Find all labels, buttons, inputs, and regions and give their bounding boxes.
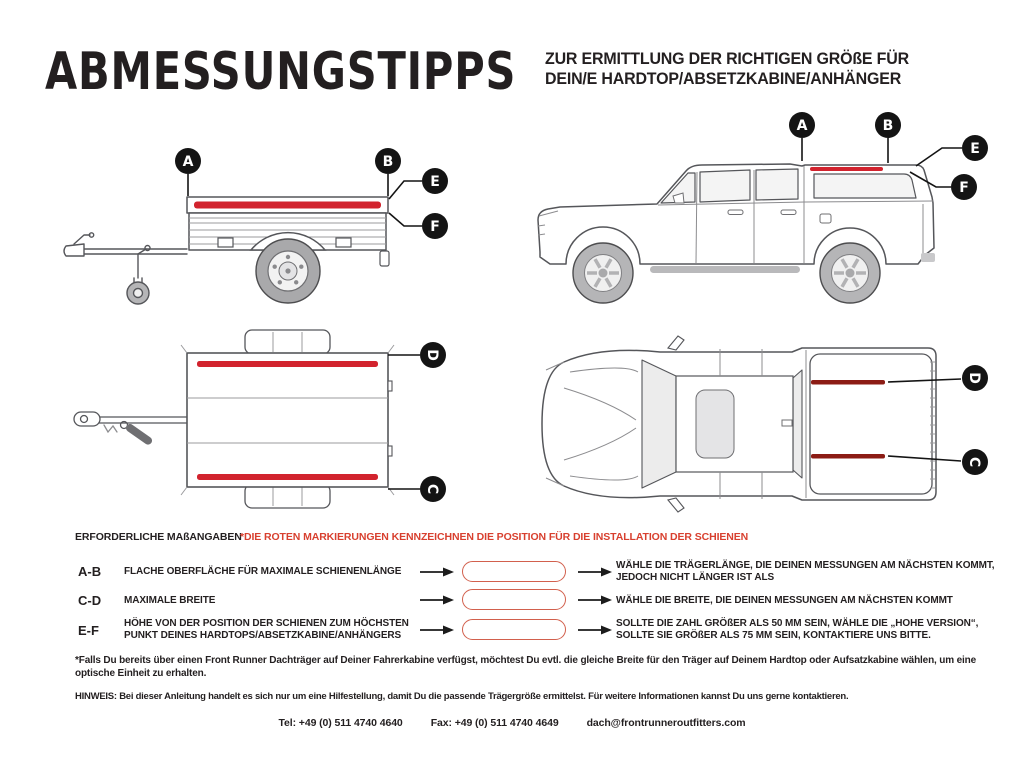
trailer-top-view-diagram [58, 326, 473, 531]
marker-d [420, 342, 446, 368]
page-title: ABMESSUNGSTIPPS [45, 42, 517, 102]
door-handle [781, 210, 796, 215]
canopy-roof [810, 354, 932, 494]
instruction-ef: SOLLTE DIE ZAHL GRÖßER ALS 50 MM SEIN, WÄHLE DIE „HOHE VERSION“, SOLLTE SIE GRÖßER ALS 75 MM SEIN, KONTAKTIERE UNS BITTE. [616, 618, 979, 641]
footer-email: dach@frontrunneroutfitters.com [586, 717, 746, 729]
hint-text: HINWEIS: Bei dieser Anleitung handelt es sich nur um eine Hilfestellung, damit Du die passende Trägergröße ermittelst. Für weitere Informationen kannst Du uns gerne kontaktieren. [75, 691, 849, 702]
subtitle-line-1: ZUR ERMITTLUNG DER RICHTIGEN GRÖßE FÜR [545, 49, 909, 68]
svg-text:A: A [796, 118, 808, 134]
measurement-label-ef: HÖHE VON DER POSITION DER SCHIENEN ZUM HÖCHSTEN PUNKT DEINES HARDTOPS/ABSETZKABINE/ANHÄNGERS [124, 618, 409, 641]
arrow-right-icon [420, 595, 454, 605]
svg-text:D: D [966, 372, 982, 384]
arrow-right-icon [578, 625, 612, 635]
truck-top-view-diagram [530, 332, 1015, 532]
rear-door-window [756, 169, 798, 200]
rail-position-stripe [194, 202, 381, 209]
rear-wheel [820, 243, 880, 303]
marker-b [375, 148, 401, 174]
arrow-right-icon [578, 595, 612, 605]
measurement-label-ab: FLACHE OBERFLÄCHE FÜR MAXIMALE SCHIENENLÄNGE [124, 566, 402, 577]
svg-text:A: A [182, 154, 194, 170]
arrow-right-icon [420, 567, 454, 577]
bed-latch [782, 420, 792, 426]
marker-e [962, 135, 988, 161]
footnote: *Falls Du bereits über einen Front Runner Dachträger auf Deiner Fahrerkabine verfügst, möchtest Du evtl. die gleiche Breite für den Träger auf Deinem Hardtop oder Aufsatzkabine wählen, um eine optische Einheit zu erhalten. [75, 655, 977, 679]
trailer-body-top [187, 353, 388, 487]
arrow-right-icon [420, 625, 454, 635]
marker-leader-lines [388, 355, 420, 489]
page-subtitle [545, 49, 932, 89]
measurement-input-ef [462, 619, 566, 640]
marker-f [422, 213, 448, 239]
marker-a [789, 112, 815, 138]
marker-c [962, 449, 988, 475]
arrow-right-icon [578, 567, 612, 577]
trailer-wheel [256, 239, 320, 303]
range-label-ef: E-F [78, 623, 99, 638]
svg-text:B: B [382, 154, 394, 170]
measurement-label-cd: MAXIMALE BREITE [124, 595, 216, 606]
measurement-input-cd [462, 589, 566, 610]
canopy-window [814, 174, 916, 198]
svg-text:C: C [966, 456, 982, 468]
trailer-drawbar [64, 233, 187, 304]
running-board [650, 266, 800, 273]
marker-b [875, 112, 901, 138]
handbrake-lever [124, 422, 153, 446]
marker-e [422, 168, 448, 194]
footer-tel: Tel: +49 (0) 511 4740 4640 [278, 717, 403, 729]
svg-text:E: E [430, 174, 440, 190]
rail-position-stripe [810, 167, 883, 171]
footer-fax: Fax: +49 (0) 511 4740 4649 [430, 717, 559, 729]
rear-window-top [793, 370, 802, 478]
rail-position-stripe [197, 361, 378, 367]
trailer-side-view-diagram [38, 113, 470, 323]
rail-position-stripe [197, 474, 378, 480]
fuel-door [820, 214, 831, 223]
svg-text:E: E [970, 141, 980, 157]
instruction-cd: WÄHLE DIE BREITE, DIE DEINEN MESSUNGEN AM NÄCHSTEN KOMMT [616, 595, 953, 606]
rail-position-stripe [811, 454, 885, 459]
instruction-ab: WÄHLE DIE TRÄGERLÄNGE, DIE DEINEN MESSUNGEN AM NÄCHSTEN KOMMT, JEDOCH NICHT LÄNGER IST ALS [616, 560, 995, 583]
rear-bumper-step [921, 253, 935, 262]
marker-a [175, 148, 201, 174]
measurements-section-title: ERFORDERLICHE MAßANGABEN [75, 531, 242, 543]
windshield-top [642, 360, 676, 488]
svg-text:F: F [430, 219, 440, 235]
front-wheel [573, 243, 633, 303]
svg-text:B: B [882, 118, 894, 134]
marker-f [951, 174, 977, 200]
svg-text:D: D [424, 349, 440, 361]
marker-c [420, 476, 446, 502]
range-label-cd: C-D [78, 593, 102, 608]
subtitle-line-2: DEIN/E HARDTOP/ABSETZKABINE/ANHÄNGER [545, 69, 902, 89]
door-handle [728, 210, 743, 215]
rail-installation-note: *DIE ROTEN MARKIERUNGEN KENNZEICHNEN DIE POSITION FÜR DIE INSTALLATION DER SCHIENEN [240, 531, 749, 543]
footer-contact [0, 717, 1024, 729]
svg-text:F: F [959, 180, 969, 196]
marker-d [962, 365, 988, 391]
truck-side-view-diagram [518, 108, 1018, 318]
sunroof [696, 390, 734, 458]
range-label-ab: A-B [78, 564, 102, 579]
svg-text:C: C [424, 483, 440, 495]
rail-position-stripe [811, 380, 885, 385]
measurement-input-ab [462, 561, 566, 582]
front-door-window [700, 170, 750, 202]
